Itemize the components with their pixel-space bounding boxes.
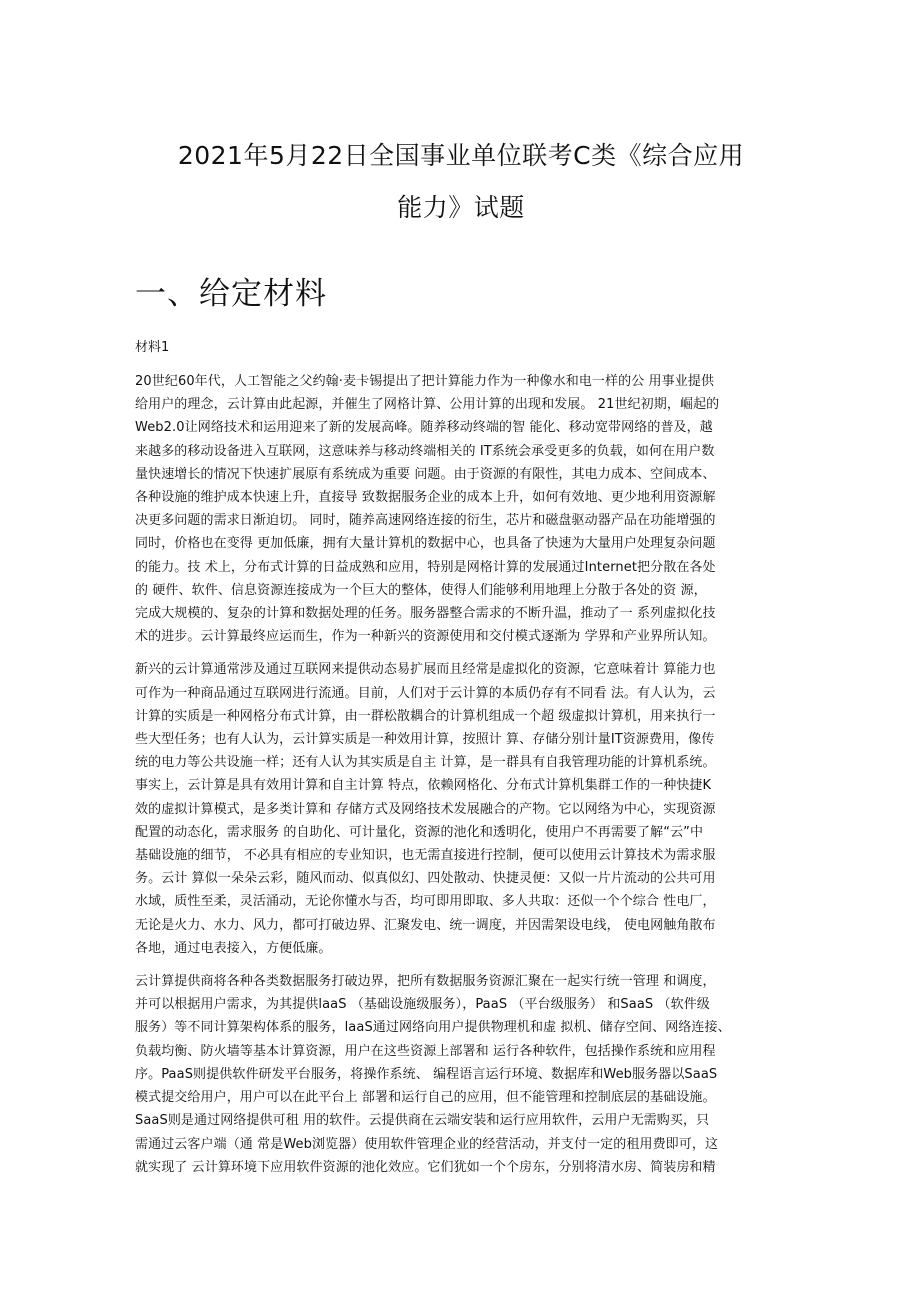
text-line: Web2.0让网络技术和运用迎来了新的发展高峰。随养移动终端的智 能化、移动宽带网络的普及，越 [135, 420, 713, 436]
text-line: 给用户的理念，云计算由此起源，并催生了网格计算、公用计算的出现和发展。 21世纪初期，崛起的 [135, 397, 720, 413]
text-line: 各地，通过电表接入，方便低廉。 [135, 940, 332, 956]
paragraph-2 [135, 658, 787, 960]
text-line: 新兴的云计算通常涉及通过互联网来提供动态易扩展而且经常是虚拟化的资源，它意味着计 算能力也 [135, 662, 716, 678]
text-line: 些大型任务；也有人认为，云计算实质是一种效用计算，按照计 算、存储分别计量IT资源费用，像传 [135, 732, 715, 748]
text-line: 术的进步。云计算最终应运而生，作为一种新兴的资源使用和交付模式逐渐为 学界和产业界所认知。 [135, 629, 716, 645]
text-line: 无论是火力、水力、风力，都可打破边界、汇聚发电、统一调度，并因需架设电线， 使电网触角散布 [135, 917, 716, 933]
text-line: 务。云计 算似一朵朵云彩，随风而动、似真似幻、四处散动、快捷灵便：又似一片片流动的公共可用 [135, 871, 716, 887]
text-line: 效的虚拟计算模式，是多类计算和 存储方式及网络技术发展融合的产物。它以网络为中心，实现资源 [135, 801, 716, 817]
text-line: 完成大规模的、复杂的计算和数据处理的任务。服务器整合需求的不断升温，推动了一 系列虚拟化技 [135, 606, 716, 622]
document-title [135, 130, 787, 234]
document-page [135, 130, 787, 1179]
text-line: 可作为一种商品通过互联网进行流通。目前，人们对于云计算的本质仍存有不同看 法。有人认为，云 [135, 685, 716, 701]
text-line: 计算的实质是一种网格分布式计算，由一群松散耦合的计算机组成一个超 级虚拟计算机，用来执行一 [135, 708, 716, 724]
text-line: 服务）等不同计算架构体系的服务，laaS通过网络向用户提供物理机和虚 拟机、储存空间、网络连接、 [135, 1020, 731, 1036]
text-line: 模式提交给用户，用户可以在此平台上 部署和运行自己的应用，但不能管理和控制底层的基础设施。 [135, 1090, 716, 1106]
text-line: 云计算提供商将各种各类数据服务打破边界，把所有数据服务资源汇聚在一起实行统一管理 和调度， [135, 974, 716, 990]
paragraph-3 [135, 970, 787, 1179]
text-line: 并可以根据用户需求，为其提供laaS （基础设施级服务），PaaS （平台级服务） 和SaaS （软件级 [135, 997, 710, 1013]
text-line: 同时，价格也在变得 更加低廉，拥有大量计算机的数据中心，也具备了快速为大量用户处理复杂问题 [135, 536, 716, 552]
text-line: 统的电力等公共设施一样；还有人认为其实质是自主 计算，是一群具有自我管理功能的计算机系统。 [135, 755, 716, 771]
text-line: 的 硬件、软件、信息资源连接成为一个巨大的整体，使得人们能够利用地理上分散于各处的资 源， [135, 582, 707, 598]
text-line: 水域，质性至柔，灵活涌动，无论你懂水与否，均可即用即取、多人共取：还似一个个综合 性电厂， [135, 894, 716, 910]
text-line: 配置的动态化，需求服务 的自助化、可计量化，资源的池化和透明化，使用户不再需要了解“云”中 [135, 824, 704, 840]
text-line: 各种设施的维护成本快速上升，直接导 致数据服务企业的成本上升，如何有效地、更少地利用资源解 [135, 490, 716, 506]
text-line: 来越多的移动设备进入互联网，这意味养与移动终端相关的 IT系统会承受更多的负载，如何在用户数 [135, 443, 715, 459]
text-line: 需通过云客户端（通 常是Web浏览器）使用软件管理企业的经营活动，并支付一定的租用费即可，这 [135, 1136, 719, 1152]
text-line: 的能力。技 术上，分布式计算的日益成熟和应用，特别是网格计算的发展通过Internet把分散在各处 [135, 559, 716, 575]
text-line: 决更多问题的需求日渐迫切。 同时，随养高速网络连接的衍生，芯片和磁盘驱动器产品在功能增强的 [135, 513, 716, 529]
title-line: 能力》试题 [397, 193, 525, 222]
text-line: 量快速增长的情况下快速扩展原有系统成为重要 问题。由于资源的有限性，其电力成本、空间成本、 [135, 466, 716, 482]
section-heading: 一、给定材料 [135, 276, 327, 312]
text-line: 序。PaaS则提供软件研发平台服务，将操作系统、 编程语言运行环境、数据库和Web服务器以SaaS [135, 1066, 718, 1082]
material-label: 材料1 [135, 340, 170, 355]
text-line: SaaS则是通过网络提供可租 用的软件。云提供商在云端安装和运行应用软件，云用户无需购买，只 [135, 1113, 710, 1129]
text-line: 20世纪60年代，人工智能之父约翰·麦卡锡提出了把计算能力作为一种像水和电一样的公 用事业提供 [135, 374, 715, 389]
text-line: 就实现了 云计算环境下应用软件资源的池化效应。它们犹如一个个房东，分别将清水房、简装房和精 [135, 1159, 716, 1175]
title-line: 2021年5月22日全国事业单位联考C类《综合应用 [177, 141, 745, 170]
text-line: 基础设施的细节， 不必具有相应的专业知识，也无需直接进行控制，便可以使用云计算技术为需求服 [135, 848, 716, 864]
paragraph-1 [135, 370, 787, 648]
text-line: 事实上，云计算是具有效用计算和自主计算 特点，依赖网格化、分布式计算机集群工作的一种快捷K [135, 778, 712, 794]
text-line: 负载均衡、防火墙等基本计算资源，用户在这些资源上部署和 运行各种软件，包括操作系统和应用程 [135, 1043, 716, 1059]
